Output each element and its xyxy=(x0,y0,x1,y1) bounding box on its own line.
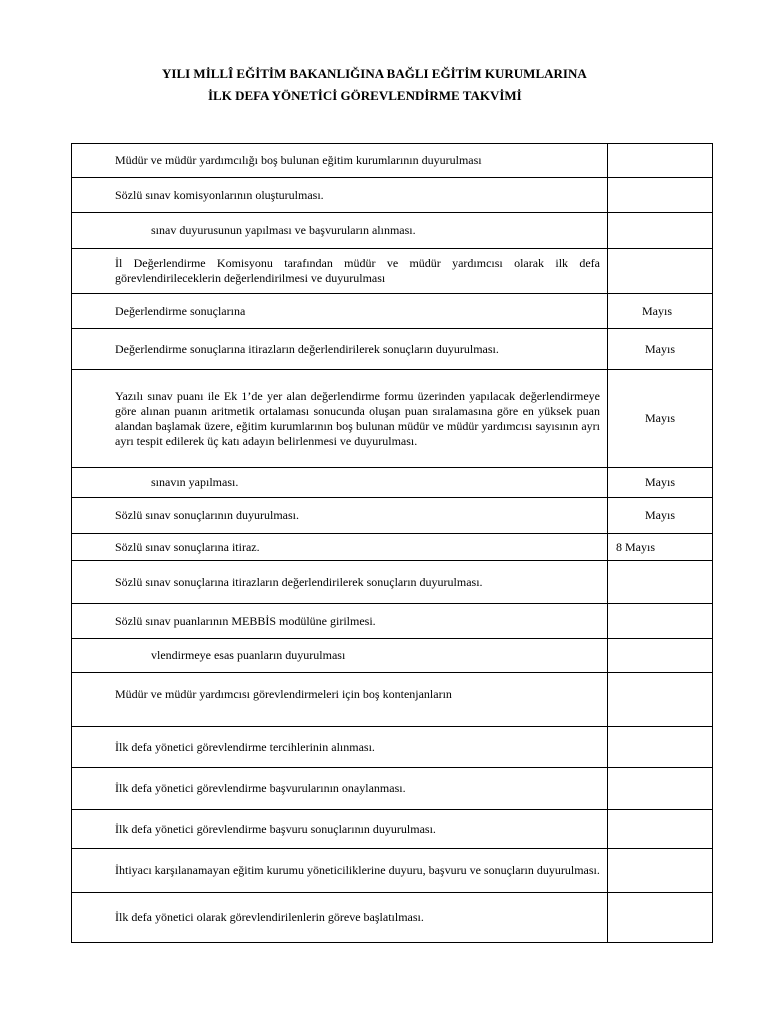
date-cell xyxy=(608,893,713,943)
date-cell: 8 Mayıs xyxy=(608,534,713,561)
date-cell: Mayıs xyxy=(608,329,713,370)
table-row xyxy=(72,673,713,727)
table-row xyxy=(72,144,713,178)
date-cell xyxy=(608,673,713,727)
date-cell xyxy=(608,561,713,604)
table-row xyxy=(72,639,713,673)
date-cell xyxy=(608,604,713,639)
task-cell: İhtiyacı karşılanamayan eğitim kurumu yöneticiliklerine duyuru, başvuru ve sonuçların duyurulması. xyxy=(72,849,608,893)
task-cell: Müdür ve müdür yardımcılığı boş bulunan eğitim kurumlarının duyurulması xyxy=(72,144,608,178)
table-row xyxy=(72,604,713,639)
table-row xyxy=(72,178,713,213)
table-row xyxy=(72,768,713,810)
task-cell: Sözlü sınav sonuçlarına itiraz. xyxy=(72,534,608,561)
date-cell: Mayıs xyxy=(608,498,713,534)
task-cell: İlk defa yönetici olarak görevlendirilenlerin göreve başlatılması. xyxy=(72,893,608,943)
task-cell: Sözlü sınav komisyonlarının oluşturulması. xyxy=(72,178,608,213)
schedule-table xyxy=(71,143,713,943)
date-cell xyxy=(608,849,713,893)
task-cell: Yazılı sınav puanı ile Ek 1’de yer alan değerlendirme formu üzerinden yapılacak değerlendirmeye göre alınan puanın aritmetik ortalaması sonucunda oluşan puan sıralamasına göre en yüksek puan alandan başlamak üzere, eğitim kurumlarının boş bulunan müdür ve müdür yardımcısı sayısının ayrı ayrı tespit edilerek üç katı adayın belirlenmesi ve duyurulması. xyxy=(72,370,608,468)
table-row xyxy=(72,294,713,329)
task-cell: vlendirmeye esas puanların duyurulması xyxy=(72,639,608,673)
task-cell: sınavın yapılması. xyxy=(72,468,608,498)
task-cell: İlk defa yönetici görevlendirme tercihlerinin alınması. xyxy=(72,727,608,768)
table-row xyxy=(72,727,713,768)
task-cell: sınav duyurusunun yapılması ve başvuruların alınması. xyxy=(72,213,608,249)
table-row xyxy=(72,534,713,561)
date-cell: Mayıs xyxy=(608,294,713,329)
table-row xyxy=(72,213,713,249)
document-title-line2: İLK DEFA YÖNETİCİ GÖREVLENDİRME TAKVİMİ xyxy=(208,88,522,103)
table-row xyxy=(72,893,713,943)
date-cell: Mayıs xyxy=(608,370,713,468)
task-cell: İl Değerlendirme Komisyonu tarafından müdür ve müdür yardımcısı olarak ilk defa görevlendirileceklerin değerlendirilmesi ve duyurulması xyxy=(72,249,608,294)
date-cell xyxy=(608,810,713,849)
date-cell xyxy=(608,144,713,178)
table-row xyxy=(72,468,713,498)
task-cell: İlk defa yönetici görevlendirme başvurularının onaylanması. xyxy=(72,768,608,810)
task-cell: İlk defa yönetici görevlendirme başvuru sonuçlarının duyurulması. xyxy=(72,810,608,849)
date-cell xyxy=(608,249,713,294)
date-cell xyxy=(608,213,713,249)
date-cell: Mayıs xyxy=(608,468,713,498)
date-cell xyxy=(608,178,713,213)
task-cell: Sözlü sınav sonuçlarına itirazların değerlendirilerek sonuçların duyurulması. xyxy=(72,561,608,604)
table-row xyxy=(72,249,713,294)
task-cell: Değerlendirme sonuçlarına xyxy=(72,294,608,329)
table-row xyxy=(72,329,713,370)
table-row xyxy=(72,561,713,604)
document-title-line1: YILI MİLLÎ EĞİTİM BAKANLIĞINA BAĞLI EĞİTİM KURUMLARINA xyxy=(162,66,587,81)
table-row xyxy=(72,849,713,893)
task-cell: Sözlü sınav sonuçlarının duyurulması. xyxy=(72,498,608,534)
task-cell: Müdür ve müdür yardımcısı görevlendirmeleri için boş kontenjanların xyxy=(72,673,608,727)
date-cell xyxy=(608,639,713,673)
table-row xyxy=(72,498,713,534)
date-cell xyxy=(608,727,713,768)
table-row xyxy=(72,370,713,468)
date-cell xyxy=(608,768,713,810)
task-cell: Değerlendirme sonuçlarına itirazların değerlendirilerek sonuçların duyurulması. xyxy=(72,329,608,370)
task-cell: Sözlü sınav puanlarının MEBBİS modülüne girilmesi. xyxy=(72,604,608,639)
table-row xyxy=(72,810,713,849)
